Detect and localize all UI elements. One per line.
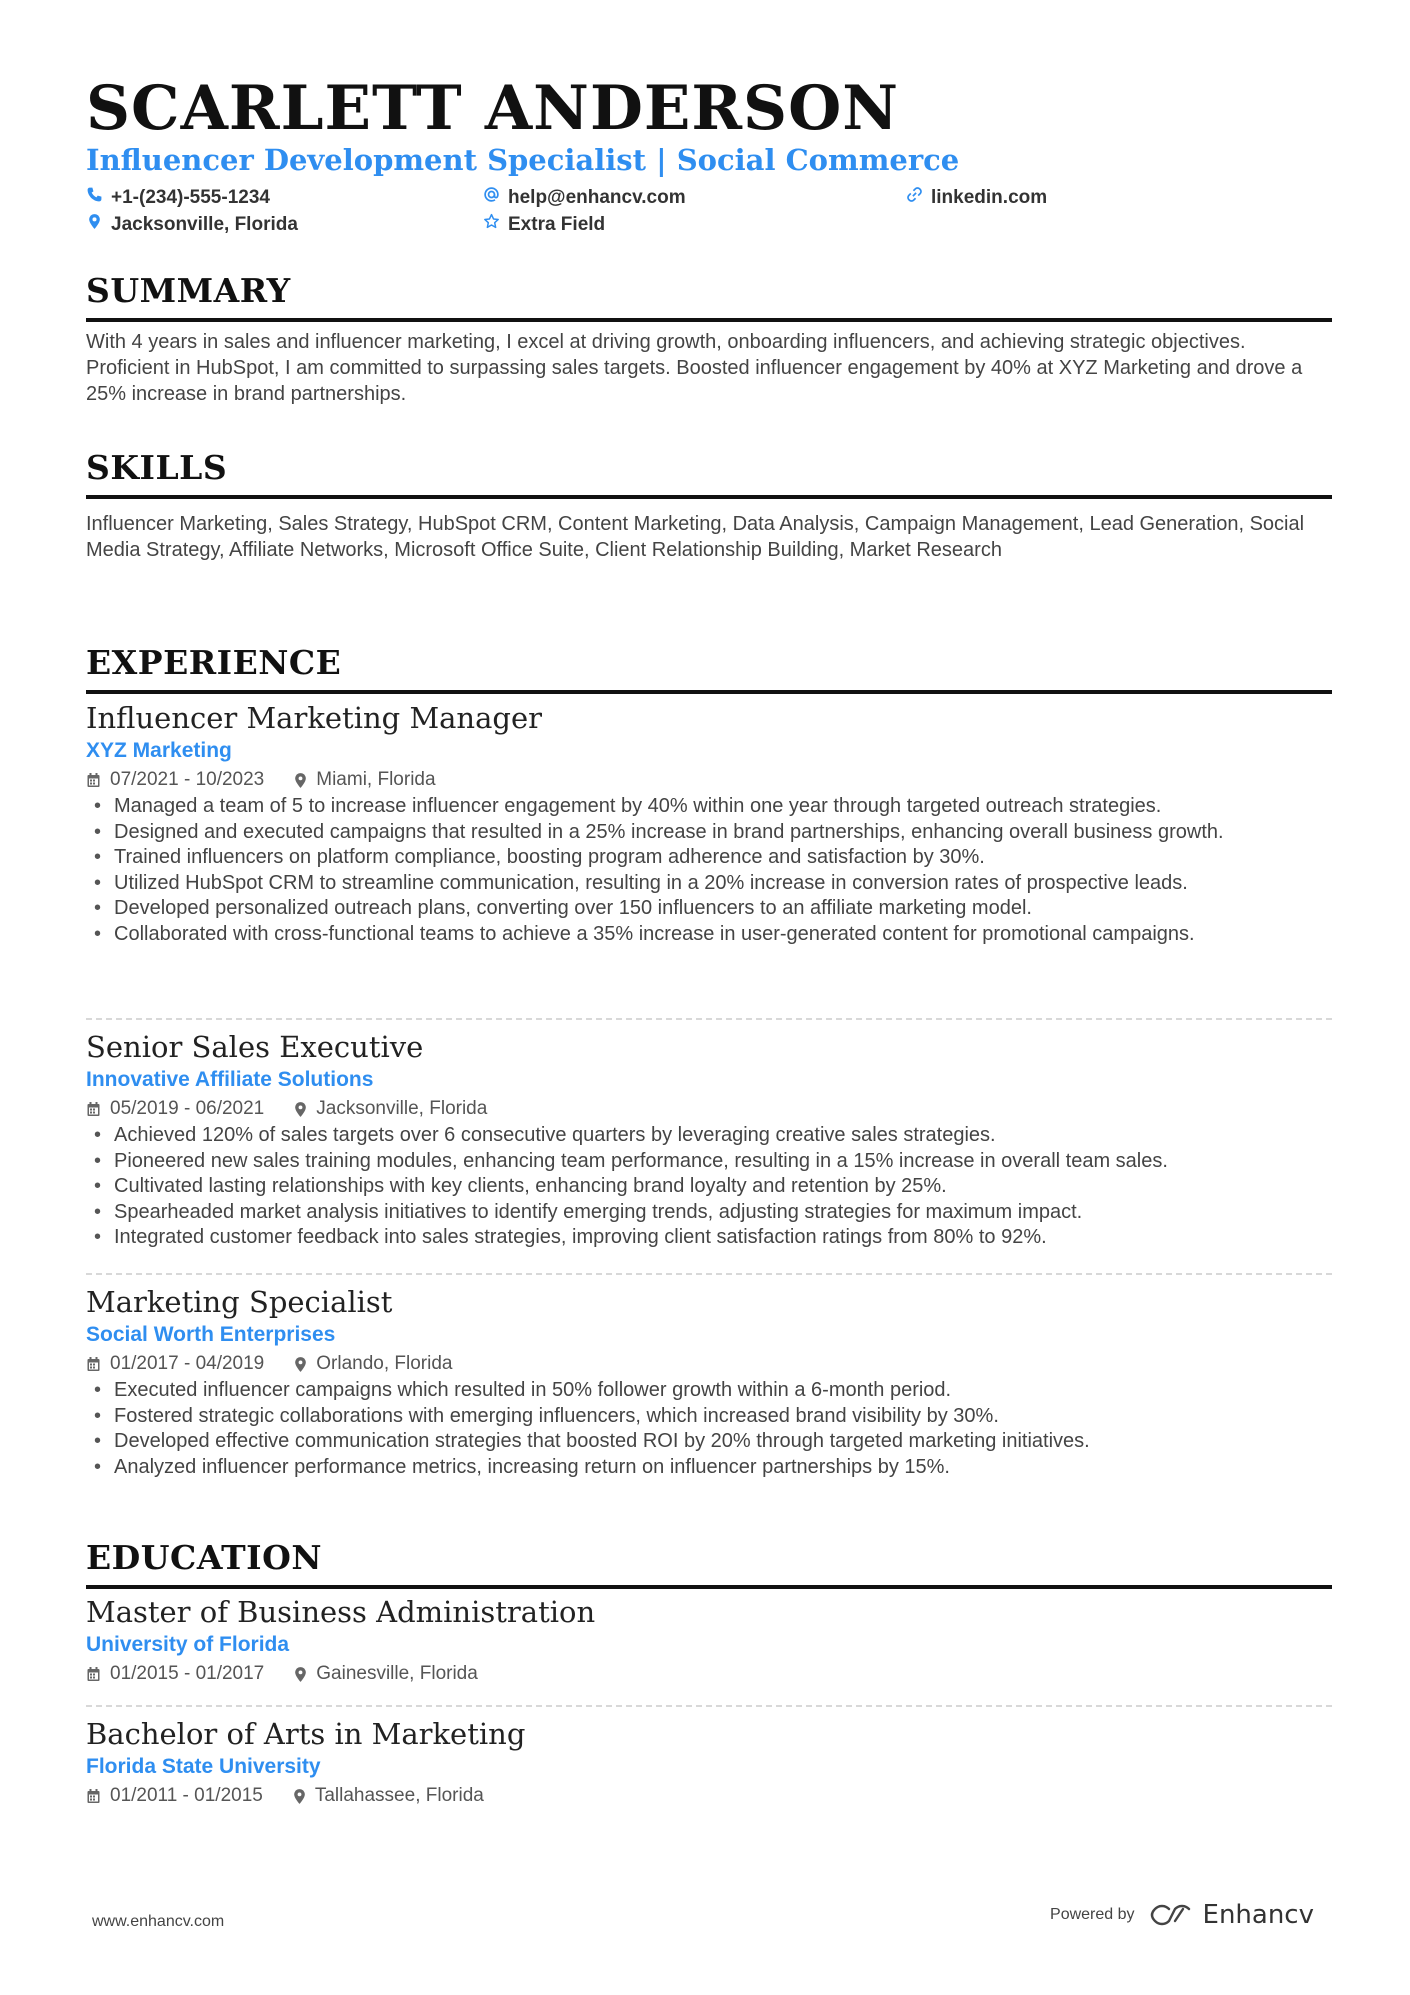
- bullet-item: • Managed a team of 5 to increase influencer engagement by 40% within one year through targeted outreach strategies.: [86, 794, 1332, 820]
- job-meta: [86, 1350, 1332, 1378]
- job-company: XYZ Marketing: [86, 739, 232, 762]
- education-dates: 01/2011 - 01/2015: [110, 1785, 263, 1806]
- divider: [86, 1705, 1332, 1707]
- location-pin-icon: [294, 1666, 307, 1683]
- contact-email-text: help@enhancv.com: [508, 186, 686, 208]
- job-bullets: [86, 794, 1332, 948]
- education-location-text: Gainesville, Florida: [316, 1663, 478, 1684]
- degree: Bachelor of Arts in Marketing: [86, 1717, 526, 1751]
- bullet-item: • Developed effective communication strategies that boosted ROI by 20% through targeted marketing initiatives.: [86, 1429, 1332, 1455]
- candidate-title: Influencer Development Specialist | Social Commerce: [86, 143, 960, 177]
- contact-linkedin-text: linkedin.com: [931, 186, 1048, 208]
- bullet-item: • Analyzed influencer performance metrics, increasing return on influencer partnerships by 15%.: [86, 1455, 1332, 1481]
- enhancv-logo: [1149, 1900, 1314, 1930]
- job-bullets: [86, 1378, 1332, 1480]
- experience-item: [86, 700, 1332, 948]
- link-icon: [906, 186, 923, 209]
- job-location-text: Miami, Florida: [316, 769, 436, 790]
- job-bullets: [86, 1123, 1332, 1251]
- contact-extra-text: Extra Field: [508, 213, 606, 235]
- education-heading: EDUCATION: [86, 1541, 1332, 1589]
- summary-heading: SUMMARY: [86, 274, 1332, 322]
- job-meta: [86, 766, 1332, 794]
- bullet-item: • Developed personalized outreach plans, converting over 150 influencers to an affiliate marketing model.: [86, 896, 1332, 922]
- calendar-icon: [86, 1788, 101, 1804]
- bullet-item: • Spearheaded market analysis initiatives to identify emerging trends, adjusting strategies for maximum impact.: [86, 1200, 1332, 1226]
- education-meta: [86, 1782, 1332, 1810]
- job-dates: 07/2021 - 10/2023: [110, 769, 265, 790]
- footer-branding[interactable]: [1050, 1900, 1314, 1930]
- bullet-item: • Integrated customer feedback into sales strategies, improving client satisfaction ratings from 80% to 92%.: [86, 1225, 1332, 1251]
- bullet-item: • Pioneered new sales training modules, enhancing team performance, resulting in a 15% increase in overall team sales.: [86, 1149, 1332, 1175]
- location-pin-icon: [293, 1788, 306, 1805]
- contact-phone[interactable]: [86, 186, 270, 209]
- enhancv-brand-text: Enhancv: [1202, 1900, 1314, 1930]
- job-role: Influencer Marketing Manager: [86, 701, 542, 735]
- powered-by-label: Powered by: [1050, 1906, 1135, 1923]
- contact-extra: [483, 213, 605, 236]
- school: Florida State University: [86, 1755, 321, 1778]
- job-location: [294, 766, 435, 794]
- contact-location-text: Jacksonville, Florida: [111, 213, 298, 235]
- experience-item: [86, 1284, 1332, 1480]
- contact-linkedin[interactable]: [906, 186, 1047, 209]
- bullet-item: • Utilized HubSpot CRM to streamline communication, resulting in a 20% increase in conversion rates of prospective leads.: [86, 871, 1332, 897]
- contact-location: [86, 213, 298, 236]
- calendar-icon: [86, 772, 101, 788]
- calendar-icon: [86, 1666, 101, 1682]
- contact-email[interactable]: [483, 186, 686, 209]
- star-icon: [483, 213, 500, 236]
- job-location: [294, 1350, 452, 1378]
- location-pin-icon: [294, 1101, 307, 1118]
- divider: [86, 1018, 1332, 1020]
- phone-icon: [86, 186, 103, 209]
- education-item: [86, 1716, 1332, 1810]
- job-dates: 05/2019 - 06/2021: [110, 1098, 265, 1119]
- skills-heading: SKILLS: [86, 451, 1332, 499]
- candidate-name: SCARLETT ANDERSON: [86, 73, 899, 144]
- education-meta: [86, 1660, 1332, 1688]
- education-item: [86, 1594, 1332, 1688]
- education-location: [294, 1660, 478, 1688]
- job-role: Senior Sales Executive: [86, 1030, 424, 1064]
- bullet-item: • Designed and executed campaigns that resulted in a 25% increase in brand partnerships, enhancing overall business growth.: [86, 820, 1332, 846]
- bullet-item: • Achieved 120% of sales targets over 6 consecutive quarters by leveraging creative sales strategies.: [86, 1123, 1332, 1149]
- job-role: Marketing Specialist: [86, 1285, 393, 1319]
- bullet-item: • Collaborated with cross-functional teams to achieve a 35% increase in user-generated content for promotional campaigns.: [86, 922, 1332, 948]
- location-pin-icon: [294, 1356, 307, 1373]
- footer-website[interactable]: www.enhancv.com: [92, 1913, 225, 1930]
- skills-text: Influencer Marketing, Sales Strategy, HubSpot CRM, Content Marketing, Data Analysis, Campaign Management, Lead Generation, Social Media Strategy, Affiliate Networks, Microsoft Office Suite, Client Relationship Building, Market Research: [86, 513, 1305, 561]
- school: University of Florida: [86, 1633, 290, 1656]
- education-dates: 01/2015 - 01/2017: [110, 1663, 265, 1684]
- bullet-item: • Cultivated lasting relationships with key clients, enhancing brand loyalty and retention by 25%.: [86, 1174, 1332, 1200]
- enhancv-logo-icon: [1149, 1903, 1195, 1927]
- job-location-text: Orlando, Florida: [316, 1353, 453, 1374]
- contact-phone-text: +1-(234)-555-1234: [111, 186, 270, 208]
- experience-heading: EXPERIENCE: [86, 646, 1332, 694]
- job-location: [294, 1095, 487, 1123]
- job-dates: 01/2017 - 04/2019: [110, 1353, 265, 1374]
- calendar-icon: [86, 1101, 101, 1117]
- location-pin-icon: [294, 772, 307, 789]
- job-company: Innovative Affiliate Solutions: [86, 1068, 374, 1091]
- bullet-item: • Fostered strategic collaborations with emerging influencers, which increased brand visibility by 30%.: [86, 1404, 1332, 1430]
- bullet-item: • Executed influencer campaigns which resulted in 50% follower growth within a 6-month period.: [86, 1378, 1332, 1404]
- job-location-text: Jacksonville, Florida: [316, 1098, 488, 1119]
- bullet-item: • Trained influencers on platform compliance, boosting program adherence and satisfaction by 30%.: [86, 845, 1332, 871]
- at-icon: [483, 186, 500, 209]
- experience-item: [86, 1029, 1332, 1251]
- education-location: [293, 1782, 484, 1810]
- education-location-text: Tallahassee, Florida: [314, 1785, 484, 1806]
- job-meta: [86, 1095, 1332, 1123]
- divider: [86, 1273, 1332, 1275]
- degree: Master of Business Administration: [86, 1595, 596, 1629]
- job-company: Social Worth Enterprises: [86, 1323, 336, 1346]
- location-pin-icon: [86, 213, 103, 236]
- summary-text: With 4 years in sales and influencer marketing, I excel at driving growth, onboarding influencers, and achieving strategic objectives. Proficient in HubSpot, I am committed to surpassing sales targets. Boosted influencer engagement by 40% at XYZ Marketing and drove a 25% increase in brand partnerships.: [86, 331, 1303, 405]
- calendar-icon: [86, 1356, 101, 1372]
